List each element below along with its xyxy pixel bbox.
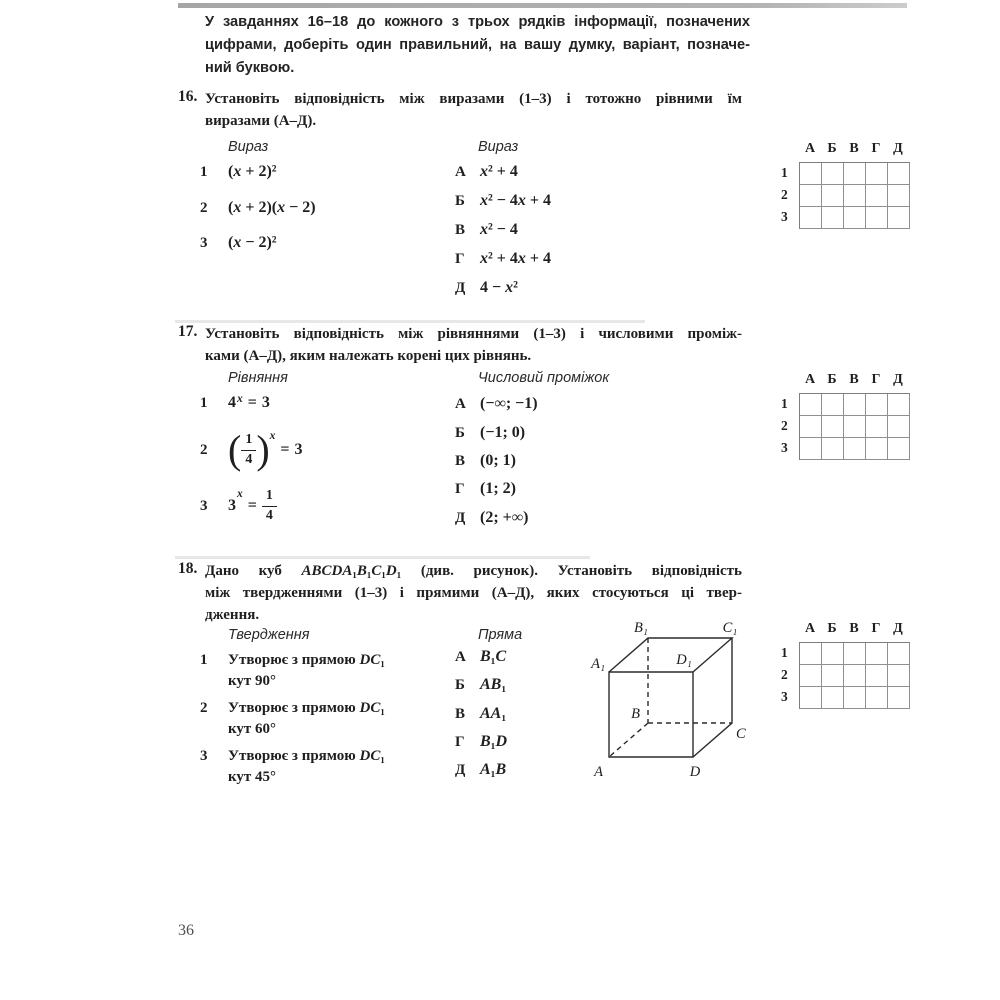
grid-row-label: 2 xyxy=(781,418,788,433)
item-number: 1 xyxy=(200,394,208,411)
statement-text: Утворює з прямою xyxy=(228,652,360,668)
answer-cell[interactable] xyxy=(844,438,866,460)
answer-cell[interactable] xyxy=(888,687,910,709)
close-paren: ) xyxy=(256,427,270,472)
intro-note xyxy=(205,11,750,80)
q16-item-3 xyxy=(200,234,277,252)
answer-cell[interactable] xyxy=(800,185,822,207)
q16-item-2 xyxy=(200,199,316,217)
grid-col-letter: А xyxy=(804,621,816,636)
fraction-numerator: 1 xyxy=(265,488,273,504)
answer-cell[interactable] xyxy=(844,687,866,709)
grid-col-letter: Б xyxy=(827,372,837,387)
answer-grid-row-labels xyxy=(775,393,799,460)
q16-item-1 xyxy=(200,163,277,181)
grid-row-label: 3 xyxy=(781,440,788,455)
item-number: 2 xyxy=(200,441,208,458)
equals-sign: = xyxy=(247,394,257,411)
q17-left-header: Рівняння xyxy=(228,370,288,386)
answer-grid-q17 xyxy=(775,372,910,460)
q17-line-1: Установіть відповідність між рівняннями (1–3) і числовими проміж- xyxy=(205,326,742,342)
interval: (1; 2) xyxy=(480,480,516,497)
option-letter: А xyxy=(455,396,466,412)
answer-cell[interactable] xyxy=(866,163,888,185)
answer-cell[interactable] xyxy=(844,394,866,416)
vertex-label-c1: C₁ xyxy=(722,620,738,636)
answer-grid-row-labels xyxy=(775,642,799,709)
answer-cell[interactable] xyxy=(800,643,822,665)
statement-text: Утворює з прямою xyxy=(228,748,360,764)
q18-line1-prefix: Дано куб xyxy=(205,563,302,579)
scan-artifact xyxy=(175,556,590,559)
math-expression: x² + 4 xyxy=(480,163,518,180)
answer-cell[interactable] xyxy=(866,438,888,460)
option-letter: Д xyxy=(455,762,466,778)
answer-grid-cells xyxy=(799,162,910,229)
q18-line-3: дження. xyxy=(205,607,260,623)
q16-option-g xyxy=(455,250,551,268)
line-name: DC₁ xyxy=(359,652,385,668)
answer-cell[interactable] xyxy=(822,163,844,185)
q17-item-3 xyxy=(200,489,277,523)
answer-cell[interactable] xyxy=(844,643,866,665)
interval: (0; 1) xyxy=(480,452,516,469)
answer-cell[interactable] xyxy=(888,643,910,665)
answer-cell[interactable] xyxy=(844,163,866,185)
open-paren: ( xyxy=(228,427,242,472)
answer-cell[interactable] xyxy=(800,665,822,687)
q18-line1-suffix: (див. рисунок). Установіть відповідність xyxy=(401,563,742,579)
answer-cell[interactable] xyxy=(822,394,844,416)
option-letter: Г xyxy=(455,251,465,267)
fraction-denominator: 4 xyxy=(262,506,277,524)
math-expression: x² − 4 xyxy=(480,221,518,238)
vertex-label-d: D xyxy=(689,764,701,780)
intro-line: цифрами, доберіть один правильний, на вашу думку, варіант, позначе- xyxy=(205,37,750,53)
answer-cell[interactable] xyxy=(866,687,888,709)
vertex-label-d1: D₁ xyxy=(676,652,692,668)
q18-number: 18. xyxy=(178,560,198,577)
line-name: DC₁ xyxy=(359,748,385,764)
answer-cell[interactable] xyxy=(888,416,910,438)
statement-text: Утворює з прямою xyxy=(228,700,360,716)
math-rhs: 3 xyxy=(261,394,270,411)
grid-col-letter: Б xyxy=(827,621,837,636)
cube-top-face xyxy=(609,638,732,672)
vertex-label-b: B xyxy=(631,706,640,722)
grid-col-letter: Д xyxy=(893,372,903,387)
answer-cell[interactable] xyxy=(888,394,910,416)
math-exponent: x xyxy=(269,430,276,442)
q18-option-d xyxy=(455,761,506,779)
math-base: 3 xyxy=(228,497,236,514)
q18-item-2 xyxy=(200,698,385,740)
statement-line-2: кут 45° xyxy=(228,769,277,785)
grid-row-label: 1 xyxy=(781,645,788,660)
q17-option-g xyxy=(455,480,516,498)
grid-row-label: 1 xyxy=(781,396,788,411)
fraction-numerator: 1 xyxy=(245,432,253,448)
answer-cell[interactable] xyxy=(822,665,844,687)
answer-grid-q18 xyxy=(775,621,910,709)
q16-line-1: Установіть відповідність між виразами (1–3) і тотожно рівними їм xyxy=(205,91,742,107)
answer-cell[interactable] xyxy=(866,207,888,229)
line-name: DC₁ xyxy=(359,700,385,716)
q16-right-header: Вираз xyxy=(478,139,519,155)
grid-col-letter: Д xyxy=(893,141,903,156)
statement-line-2: кут 60° xyxy=(228,721,277,737)
q16-option-v xyxy=(455,221,518,239)
answer-cell[interactable] xyxy=(800,207,822,229)
statement-line-1 xyxy=(200,698,385,719)
vertex-label-b1: B₁ xyxy=(634,620,648,636)
q17-item-1 xyxy=(200,394,270,412)
answer-grid-letters xyxy=(799,141,910,157)
line-name: AA₁ xyxy=(480,705,507,722)
answer-cell[interactable] xyxy=(800,438,822,460)
q17-right-header: Числовий проміжок xyxy=(478,370,610,386)
statement-line-2: кут 90° xyxy=(228,673,277,689)
q16-option-b xyxy=(455,192,551,210)
option-letter: Г xyxy=(455,481,465,497)
answer-cell[interactable] xyxy=(888,665,910,687)
answer-cell[interactable] xyxy=(844,665,866,687)
answer-cell[interactable] xyxy=(822,687,844,709)
item-number: 3 xyxy=(200,235,208,251)
q17-number: 17. xyxy=(178,323,198,340)
answer-cell[interactable] xyxy=(844,416,866,438)
answer-cell[interactable] xyxy=(822,438,844,460)
q16-number: 16. xyxy=(178,88,198,105)
q18-option-b xyxy=(455,676,506,694)
answer-cell[interactable] xyxy=(822,643,844,665)
vertex-label-a: A xyxy=(594,764,603,780)
cube-formula: ABCDA₁B₁C₁D₁ xyxy=(301,563,402,579)
answer-grid-q16 xyxy=(775,141,910,229)
grid-row-label: 2 xyxy=(781,667,788,682)
item-number: 1 xyxy=(200,164,208,180)
intro-line: ний буквою. xyxy=(205,60,295,76)
q16-option-a xyxy=(455,163,518,181)
q18-option-g xyxy=(455,733,507,751)
fraction xyxy=(262,488,277,523)
option-letter: Д xyxy=(455,280,466,296)
option-letter: А xyxy=(455,649,466,665)
grid-col-letter: В xyxy=(849,621,859,636)
answer-cell[interactable] xyxy=(866,665,888,687)
option-letter: Б xyxy=(455,677,465,693)
q17-text xyxy=(205,323,742,367)
option-letter: Б xyxy=(455,425,465,441)
answer-cell[interactable] xyxy=(866,185,888,207)
option-letter: В xyxy=(455,706,466,722)
answer-cell[interactable] xyxy=(822,416,844,438)
q18-item-3 xyxy=(200,746,385,788)
answer-cell[interactable] xyxy=(800,687,822,709)
math-base: 4 xyxy=(228,394,236,411)
answer-cell[interactable] xyxy=(800,163,822,185)
line-name: A₁B xyxy=(480,761,507,778)
q18-line-2: між твердженнями (1–3) і прямими (А–Д), яких стосуються ці твер- xyxy=(205,585,742,601)
q18-option-a xyxy=(455,648,506,666)
math-exponent: x xyxy=(237,488,243,500)
answer-cell[interactable] xyxy=(800,394,822,416)
line-name: B₁C xyxy=(480,648,507,665)
line-name: B₁D xyxy=(480,733,508,750)
answer-cell[interactable] xyxy=(844,207,866,229)
item-number: 2 xyxy=(200,700,208,716)
grid-col-letter: А xyxy=(804,141,816,156)
grid-row-label: 1 xyxy=(781,165,788,180)
q18-option-v xyxy=(455,705,506,723)
answer-cell[interactable] xyxy=(822,207,844,229)
grid-col-letter: В xyxy=(849,372,859,387)
line-name: AB₁ xyxy=(480,676,507,693)
equals-sign: = xyxy=(247,497,257,514)
answer-cell[interactable] xyxy=(888,185,910,207)
option-letter: А xyxy=(455,164,466,180)
math-expression: (x − 2)² xyxy=(228,234,277,251)
intro-line: У завданнях 16–18 до кожного з трьох рядків інформації, позначених xyxy=(205,14,750,30)
q17-line-2: ками (А–Д), яким належать корені цих рівнянь. xyxy=(205,348,532,364)
grid-col-letter: А xyxy=(804,372,816,387)
cube-front-face xyxy=(609,672,693,757)
q17-option-v xyxy=(455,452,516,470)
q18-item-1 xyxy=(200,650,385,692)
answer-cell[interactable] xyxy=(800,416,822,438)
option-letter: В xyxy=(455,222,466,238)
math-expression: x² + 4x + 4 xyxy=(480,250,552,267)
item-number: 3 xyxy=(200,748,208,764)
statement-line-1 xyxy=(200,650,385,671)
q16-option-d xyxy=(455,279,518,297)
item-number: 1 xyxy=(200,652,208,668)
answer-grid-cells xyxy=(799,642,910,709)
q17-option-d xyxy=(455,509,529,527)
math-expression: (x + 2)² xyxy=(228,163,277,180)
vertex-label-c: C xyxy=(736,726,746,742)
answer-cell[interactable] xyxy=(844,185,866,207)
answer-cell[interactable] xyxy=(888,207,910,229)
interval: (−1; 0) xyxy=(480,424,526,441)
grid-col-letter: В xyxy=(849,141,859,156)
q18-line-1 xyxy=(205,560,742,582)
answer-grid-letters xyxy=(799,372,910,388)
answer-cell[interactable] xyxy=(888,438,910,460)
q18-left-header: Твердження xyxy=(228,627,310,643)
q16-left-header: Вираз xyxy=(228,139,269,155)
fraction xyxy=(241,432,256,467)
math-expression: 4 − x² xyxy=(480,279,518,296)
interval: (2; +∞) xyxy=(480,509,529,526)
vertex-label-a1: A₁ xyxy=(591,656,605,672)
answer-cell[interactable] xyxy=(822,185,844,207)
cube-figure xyxy=(583,606,763,786)
q17-option-b xyxy=(455,424,525,442)
answer-cell[interactable] xyxy=(888,163,910,185)
grid-col-letter: Г xyxy=(871,621,881,636)
equals-sign: = xyxy=(280,441,290,458)
math-expression: x² − 4x + 4 xyxy=(480,192,552,209)
option-letter: В xyxy=(455,453,466,469)
grid-col-letter: Д xyxy=(893,621,903,636)
answer-grid-row-labels xyxy=(775,162,799,229)
math-exponent: x xyxy=(237,393,243,405)
q18-right-header: Пряма xyxy=(478,627,523,643)
answer-cell[interactable] xyxy=(866,643,888,665)
q16-text xyxy=(205,88,742,132)
grid-row-label: 3 xyxy=(781,689,788,704)
grid-col-letter: Г xyxy=(871,141,881,156)
answer-cell[interactable] xyxy=(866,394,888,416)
grid-row-label: 3 xyxy=(781,209,788,224)
answer-grid-letters xyxy=(799,621,910,637)
option-letter: Д xyxy=(455,510,466,526)
page-number: 36 xyxy=(178,922,194,939)
math-rhs: 3 xyxy=(294,441,303,458)
interval: (−∞; −1) xyxy=(480,395,538,412)
grid-col-letter: Б xyxy=(827,141,837,156)
answer-cell[interactable] xyxy=(866,416,888,438)
item-number: 3 xyxy=(200,497,208,514)
option-letter: Б xyxy=(455,193,465,209)
q17-option-a xyxy=(455,395,538,413)
math-expression: (x + 2)(x − 2) xyxy=(228,199,316,216)
item-number: 2 xyxy=(200,200,208,216)
section-divider-bar xyxy=(178,3,907,8)
answer-grid-cells xyxy=(799,393,910,460)
q17-item-2 xyxy=(200,427,303,473)
fraction-denominator: 4 xyxy=(241,450,256,468)
statement-line-1 xyxy=(200,746,385,767)
option-letter: Г xyxy=(455,734,465,750)
grid-row-label: 2 xyxy=(781,187,788,202)
grid-col-letter: Г xyxy=(871,372,881,387)
q16-line-2: виразами (А–Д). xyxy=(205,113,317,129)
